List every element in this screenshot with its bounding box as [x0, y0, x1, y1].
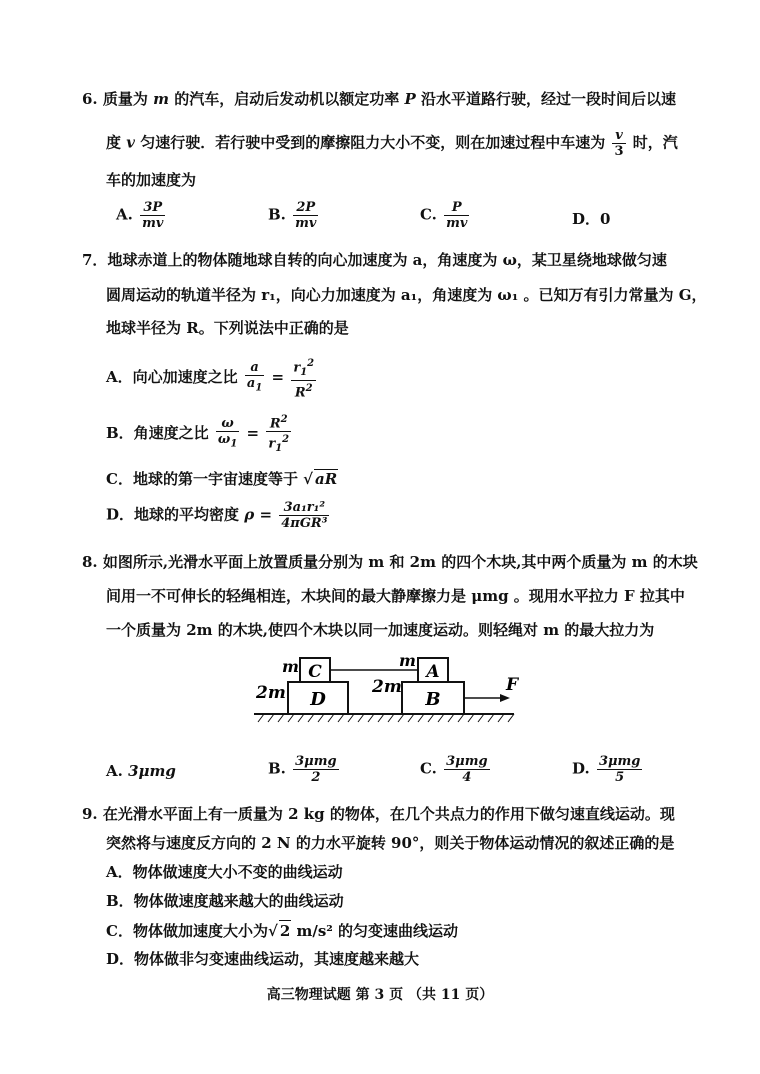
option-text: 0: [600, 210, 611, 228]
block-c-label: C: [308, 662, 322, 682]
option-text: C．物体做加速度大小为: [106, 922, 268, 940]
q6-line-1: [82, 89, 676, 109]
q8-option-c: [420, 754, 492, 785]
frac-num: 2P: [293, 200, 318, 216]
frac-den: mv: [295, 216, 317, 231]
page-footer: 高三物理试题 第 3 页 （共 11 页）: [266, 987, 494, 1003]
q7-text: 圆周运动的轨道半径为 r₁，向心力加速度为 a₁，角速度为 ω₁ 。已知万有引力常量为 G，: [106, 286, 707, 304]
ground-hatching: [258, 714, 514, 722]
frac-den: mv: [142, 216, 164, 231]
option-label: D.: [572, 759, 590, 778]
equals-sign: =: [246, 424, 260, 443]
option-fraction: [140, 200, 165, 231]
arrow-head-icon: [500, 694, 510, 702]
option-text: B．角速度之比: [106, 424, 209, 443]
q8-line-1: [82, 552, 698, 572]
q6-text: 质量为: [102, 90, 148, 108]
q8-option-b: [268, 754, 341, 785]
option-label: B.: [268, 205, 286, 224]
q9-text: 突然将与速度反方向的 2 N 的力水平旋转 90°，则关于物体运动情况的叙述正确的是: [106, 834, 675, 852]
force-label: F: [506, 675, 519, 695]
q8-number: 8.: [82, 553, 98, 571]
q6-text: 的汽车，启动后发动机以额定功率: [174, 90, 400, 108]
frac-num: v: [612, 128, 625, 144]
option-text: B．物体做速度越来越大的曲线运动: [106, 892, 344, 910]
q7-option-b: [106, 412, 293, 456]
option-label: A.: [116, 205, 133, 224]
option-fraction: [444, 754, 489, 785]
q7-line-1: [82, 250, 667, 270]
option-fraction: [597, 754, 642, 785]
q9-line-2: [106, 833, 674, 853]
q6-var-m: m: [153, 90, 170, 108]
option-fraction: [444, 200, 469, 231]
q6-option-c: [420, 200, 471, 231]
accel-ratio-lhs: $\frac{a}{a_1}$: [246, 360, 263, 394]
rho-symbol: ρ =: [244, 505, 273, 524]
frac-num: 3μmg: [446, 754, 488, 769]
frac-den: 2: [311, 770, 321, 785]
frac-num: P: [444, 200, 469, 216]
frac-den: 4πGR³: [281, 516, 328, 531]
frac-den: 5: [615, 770, 625, 785]
q9-option-d: [106, 949, 419, 969]
option-label: C.: [420, 759, 437, 778]
option-label: B.: [268, 759, 286, 778]
q9-number: 9.: [82, 805, 98, 823]
option-label: D．: [572, 210, 601, 228]
q9-option-c: C．物体做加速度大小为√ 2 m/s² 的匀变速曲线运动: [106, 922, 459, 940]
option-text: m/s² 的匀变速曲线运动: [291, 922, 459, 940]
q8-text: 间用一不可伸长的轻绳相连，木块间的最大静摩擦力是 μmg 。现用水平拉力 F 拉其中: [106, 587, 685, 605]
q7-option-c: C．地球的第一宇宙速度等于 √ aR: [106, 470, 338, 488]
q6-text: 度: [106, 133, 122, 152]
q7-option-d: [106, 500, 331, 531]
frac-den: 4: [462, 770, 472, 785]
q6-option-b: [268, 200, 320, 231]
q6-text: 匀速行驶．若行驶中受到的摩擦阻力大小不变，则在加速过程中车速为: [140, 133, 606, 152]
q6-option-d: [572, 208, 610, 229]
q6-var-v: v: [126, 133, 135, 152]
sqrt-expression: 2: [279, 922, 291, 940]
q8-line-3: [106, 620, 654, 640]
density-fraction: [279, 500, 329, 531]
option-label: A.: [106, 762, 123, 780]
accel-ratio-rhs: $\frac{r_1^2}{R^2}$: [293, 358, 315, 401]
q9-option-a: [106, 862, 343, 882]
frac-num: 3μmg: [598, 754, 641, 769]
q6-fraction: [612, 128, 625, 159]
q8-line-2: [106, 586, 685, 606]
block-a-label: A: [426, 662, 440, 682]
q9-text: 在光滑水平面上有一质量为 2 kg 的物体，在几个共点力的作用下做匀速直线运动。现: [102, 805, 675, 823]
frac-den: 3: [614, 144, 624, 159]
frac-num: 3P: [140, 200, 165, 216]
q9-option-b: [106, 891, 344, 911]
block-b-label: B: [425, 689, 441, 710]
frac-num: 3μmg: [295, 754, 337, 769]
block-d-label: D: [310, 689, 326, 710]
option-text: D．物体做非匀变速曲线运动，其速度越来越大: [106, 950, 420, 968]
blocks-diagram: [252, 650, 522, 730]
q6-text: 车的加速度为: [106, 171, 197, 189]
q7-line-2: [106, 285, 707, 305]
q7-line-3: [106, 318, 349, 338]
q6-text: 时，汽: [632, 133, 678, 152]
mass-label-m: m: [282, 657, 299, 676]
q8-option-d: [572, 754, 644, 785]
q6-line-2: [106, 128, 678, 159]
option-label: C.: [420, 205, 437, 224]
q9-line-1: [82, 804, 675, 824]
option-text: C．地球的第一宇宙速度等于: [106, 470, 298, 488]
q7-text: 地球半径为 R。下列说法中正确的是: [106, 319, 349, 337]
mass-label-2m: 2m: [372, 677, 402, 697]
q8-text: 一个质量为 2m 的木块,使四个木块以同一加速度运动。则轻绳对 m 的最大拉力为: [106, 621, 655, 639]
option-fraction: [293, 754, 338, 785]
q7-text: 地球赤道上的物体随地球自转的向心加速度为 a，角速度为 ω，某卫星绕地球做匀速: [107, 251, 667, 269]
q7-number: 7．: [82, 251, 108, 269]
frac-den: mv: [446, 216, 468, 231]
q8-option-a: [106, 762, 176, 780]
option-fraction: [293, 200, 318, 231]
q7-option-a: [106, 356, 318, 400]
option-text: D．地球的平均密度: [106, 505, 240, 524]
mass-label-2m: 2m: [256, 683, 286, 703]
omega-ratio-rhs: $\frac{R^2}{r_1^2}$: [268, 414, 290, 455]
equals-sign: =: [271, 368, 285, 387]
q6-text: 沿水平道路行驶，经过一段时间后以速: [421, 90, 677, 108]
q6-line-3: [106, 170, 196, 190]
q6-number: 6.: [82, 90, 98, 108]
option-text: A．向心加速度之比: [106, 368, 238, 387]
option-text: A．物体做速度大小不变的曲线运动: [106, 863, 343, 881]
mass-label-m: m: [399, 651, 416, 670]
sqrt-expression: aR: [315, 470, 338, 488]
q6-var-p: P: [404, 90, 416, 108]
frac-num: 3a₁r₁²: [279, 500, 329, 516]
q6-option-a: [116, 200, 167, 231]
option-text: 3μmg: [128, 762, 176, 780]
q8-text: 如图所示,光滑水平面上放置质量分别为 m 和 2m 的四个木块,其中两个质量为 m 的木块: [102, 553, 698, 571]
omega-ratio-lhs: $\frac{\omega}{\omega_1}$: [217, 416, 238, 450]
